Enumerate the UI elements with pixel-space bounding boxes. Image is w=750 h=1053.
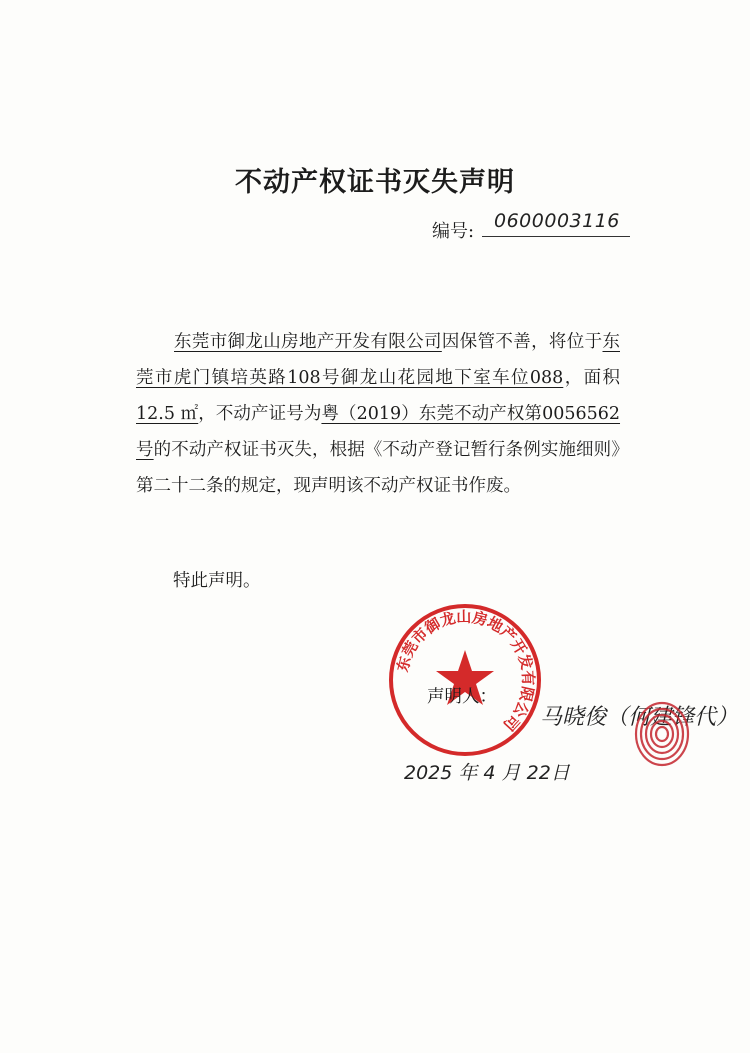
- seal-text: 东莞市御龙山房地产开发有限公司: [393, 607, 538, 735]
- body-text-d: 的不动产权证书灭失，根据《不动产登记暂行条例实施细则》第二十二条的规定，现声明该不动产权证书作废。: [136, 440, 621, 496]
- document-number-value: 0600003116: [494, 210, 620, 232]
- declaration-body: [136, 324, 620, 504]
- fingerprint-icon: [632, 700, 692, 768]
- body-text-c: ，不动产证号为: [198, 404, 322, 424]
- company-name: 东莞市御龙山房地产开发有限公司: [174, 332, 442, 352]
- property-address: 东莞市虎门镇培英路108号御龙山花园地下室车位088: [136, 332, 620, 388]
- declarant-label: 声明人：: [427, 687, 497, 707]
- document-number-underline: [482, 236, 630, 237]
- body-text-a: 因保管不善，将位于: [441, 332, 603, 352]
- declaration-date: 2025 年 4 月 22日: [404, 762, 570, 784]
- document-title: 不动产权证书灭失声明: [235, 167, 515, 198]
- property-area: 12.5 ㎡: [136, 404, 199, 424]
- declaration-paragraph: [136, 324, 620, 504]
- document-number-label: 编号:: [432, 221, 475, 242]
- closing-statement: 特此声明。: [173, 571, 261, 591]
- handwritten-signature: 马晓俊（何建锋代）: [540, 705, 739, 730]
- certificate-number: 粤（2019）东莞不动产权第0056562号: [136, 404, 621, 460]
- company-seal: [385, 600, 545, 760]
- body-text-b: ，面积: [563, 368, 620, 388]
